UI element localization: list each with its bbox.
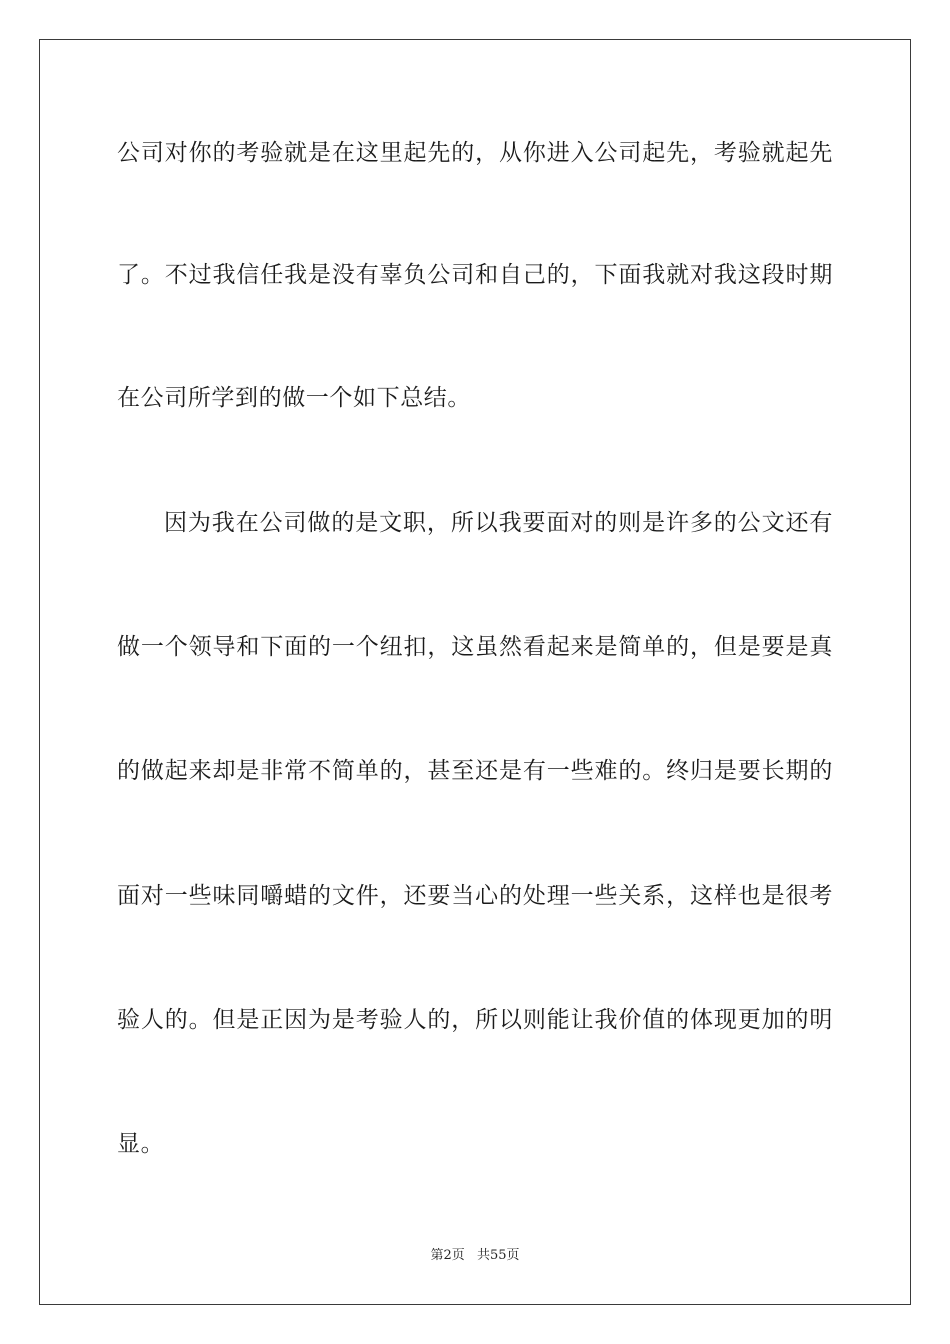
page-footer bbox=[0, 1244, 950, 1263]
body-text-line: 了。不过我信任我是没有辜负公司和自己的，下面我就对我这段时期 bbox=[117, 262, 833, 288]
paragraph-first-line: 因为我在公司做的是文职，所以我要面对的则是许多的公文还有 bbox=[164, 510, 833, 536]
body-text-line: 的做起来却是非常不简单的，甚至还是有一些难的。终归是要长期的 bbox=[117, 758, 833, 784]
page-number: 第2页 bbox=[430, 1248, 465, 1263]
body-text-line: 显。 bbox=[117, 1131, 165, 1157]
body-text-line: 做一个领导和下面的一个纽扣，这虽然看起来是简单的，但是要是真 bbox=[117, 634, 833, 660]
body-text-line: 在公司所学到的做一个如下总结。 bbox=[117, 385, 471, 411]
page-border bbox=[39, 39, 911, 1305]
total-pages: 共55页 bbox=[476, 1248, 520, 1263]
body-text-line: 验人的。但是正因为是考验人的，所以则能让我价值的体现更加的明 bbox=[117, 1007, 833, 1033]
body-text-line: 面对一些味同嚼蜡的文件，还要当心的处理一些关系，这样也是很考 bbox=[117, 883, 833, 909]
body-text-line: 公司对你的考验就是在这里起先的，从你进入公司起先，考验就起先 bbox=[117, 140, 833, 166]
